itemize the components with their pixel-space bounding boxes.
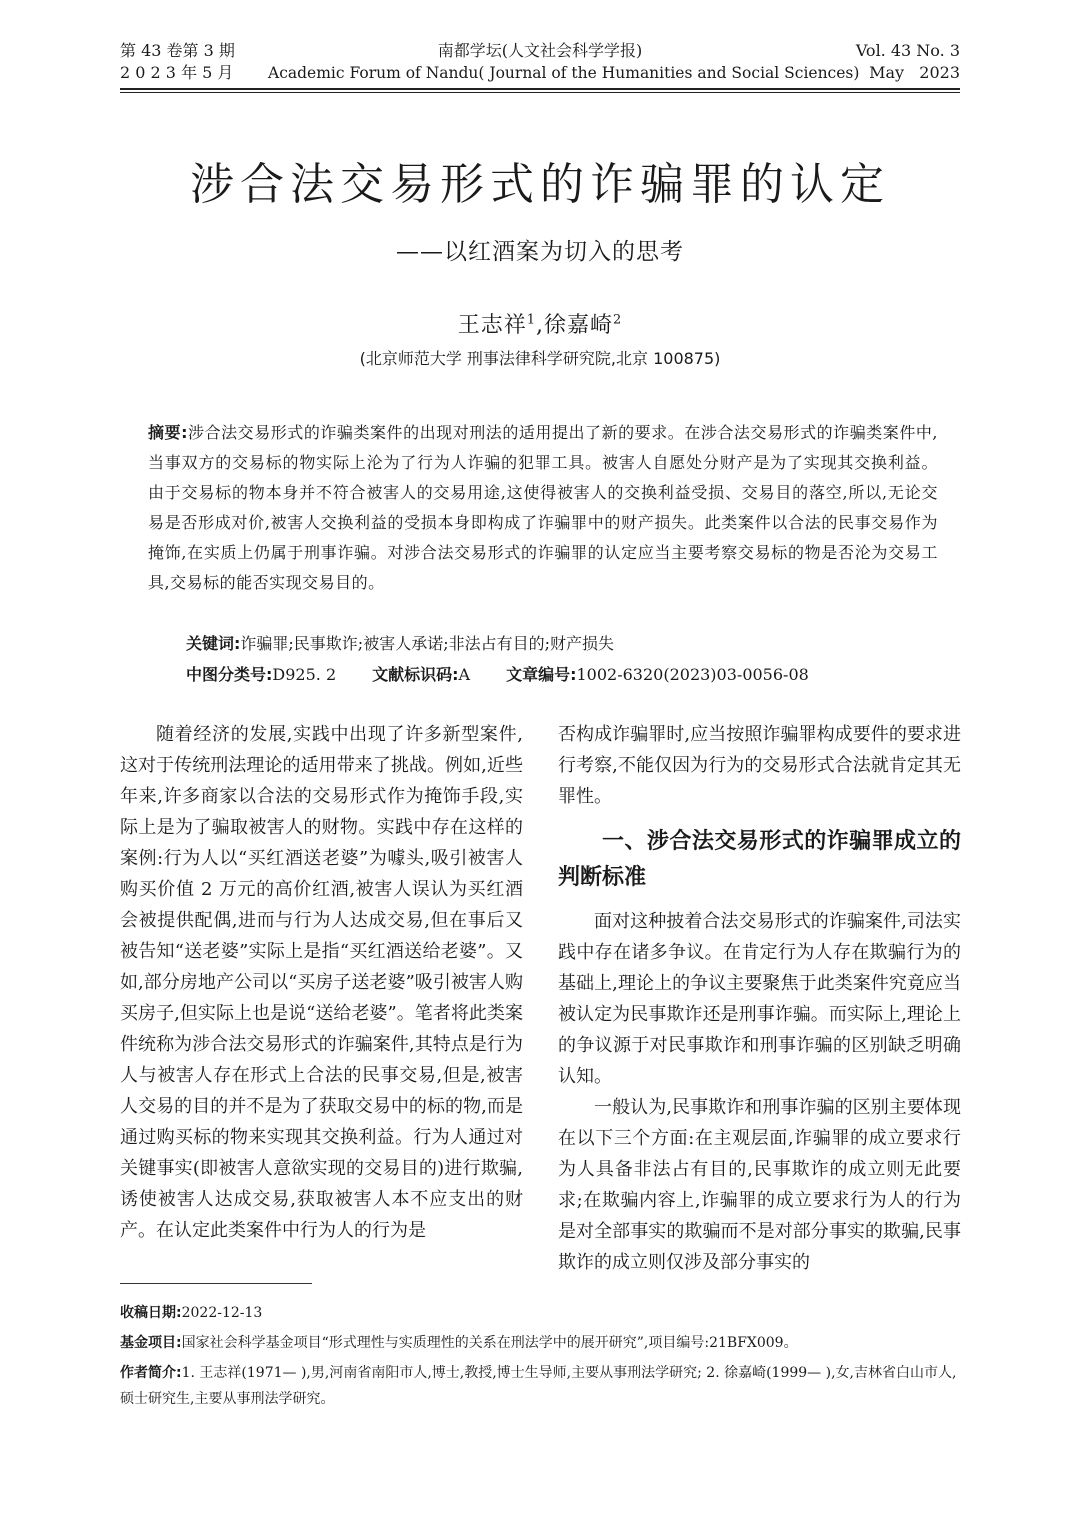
footnote-rule: [120, 1283, 312, 1284]
author-bio-value: 1. 王志祥(1971— ),男,河南省南阳市人,博士,教授,博士生导师,主要从事刑法学研究; 2. 徐嘉崎(1999— ),女,吉林省白山市人,硕士研究生,主要从事刑法学研究。: [120, 1365, 957, 1407]
footnote-fund: [120, 1330, 965, 1356]
journal-date-en: May 2023: [869, 63, 960, 82]
body-left-column: [120, 719, 523, 1246]
body-paragraph: 随着经济的发展,实践中出现了许多新型案件,这对于传统刑法理论的适用带来了挑战。例如,近些年来,许多商家以合法的交易形式作为掩饰手段,实际上是为了骗取被害人的财物。实践中存在这样的案例:行为人以“买红酒送老婆”为噱头,吸引被害人购买价值 2 万元的高价红酒,被害人误认为买红酒会被提供配偶,进而与行为人达成交易,但在事后又被告知“送老婆”实际上是指“买红酒送给老婆”。又如,部分房地产公司以“买房子送老婆”吸引被害人购买房子,但实际上也是说“送给老婆”。笔者将此类案件统称为涉合法交易形式的诈骗案件,其特点是行为人与被害人存在形式上合法的民事交易,但是,被害人交易的目的并不是为了获取交易中的标的物,而是通过购买标的物来实现其交换利益。行为人通过对关键事实(即被害人意欲实现的交易目的)进行欺骗,诱使被害人达成交易,获取被害人本不应支出的财产。在认定此类案件中行为人的行为是: [120, 724, 523, 1241]
journal-volume-issue: 第 43 卷第 3 期: [120, 41, 235, 60]
doc-code-value: A: [458, 665, 471, 684]
abstract: [148, 418, 938, 598]
keywords-label: 关键词:: [186, 634, 241, 653]
author-1: 王志祥: [457, 313, 527, 338]
footnote-author-bio: [120, 1360, 965, 1412]
classification-line: [186, 663, 809, 687]
article-title: 涉合法交易形式的诈骗罪的认定: [190, 159, 890, 210]
section-heading: 一、涉合法交易形式的诈骗罪成立的判断标准: [558, 829, 961, 890]
body-paragraph-continuation: 否构成诈骗罪时,应当按照诈骗罪构成要件的要求进行考察,不能仅因为行为的交易形式合法就肯定其无罪性。: [558, 724, 961, 807]
body-paragraph: 面对这种披着合法交易形式的诈骗案件,司法实践中存在诸多争议。在肯定行为人存在欺骗行为的基础上,理论上的争议主要聚焦于此类案件究竟应当被认定为民事欺诈还是刑事诈骗。而实际上,理论上的争议源于对民事欺诈和刑事诈骗的区别缺乏明确认知。: [558, 911, 961, 1087]
author-2: 徐嘉崎: [544, 313, 614, 338]
received-label: 收稿日期:: [120, 1305, 182, 1321]
body-paragraph: 一般认为,民事欺诈和刑事诈骗的区别主要体现在以下三个方面:在主观层面,诈骗罪的成立要求行为人具备非法占有目的,民事欺诈的成立则无此要求;在欺骗内容上,诈骗罪的成立要求行为人的行为是对全部事实的欺骗而不是对部分事实的欺骗,民事欺诈的成立则仅涉及部分事实的: [558, 1097, 961, 1273]
author-line: [0, 308, 1080, 339]
clc-label: 中图分类号:: [186, 665, 273, 684]
author-bio-label: 作者简介:: [120, 1365, 182, 1381]
fund-value: 国家社会科学基金项目“形式理性与实质理性的关系在刑法学中的展开研究”,项目编号:21BFX009。: [181, 1335, 798, 1351]
footnote-received: [120, 1300, 965, 1326]
author-2-affil-mark: 2: [613, 312, 623, 328]
doc-code-label: 文献标识码:: [372, 665, 459, 684]
body-right-column: [558, 719, 961, 1278]
article-subtitle: ——以红酒案为切入的思考: [396, 239, 684, 265]
header-rule: [120, 88, 960, 90]
keywords: [186, 632, 614, 656]
journal-name-cn: 南都学坛(人文社会科学学报): [437, 41, 643, 60]
article-number-value: 1002-6320(2023)03-0056-08: [576, 665, 809, 684]
affiliation: (北京师范大学 刑事法律科学研究院,北京 100875): [359, 349, 721, 368]
author-1-affil-mark: 1: [526, 312, 536, 328]
journal-date: 2 0 2 3 年 5 月: [120, 63, 234, 82]
journal-name-en: Academic Forum of Nandu( Journal of the Humanities and Social Sciences): [268, 64, 860, 82]
journal-volume-en: Vol. 43 No. 3: [855, 41, 960, 60]
abstract-text: 涉合法交易形式的诈骗类案件的出现对刑法的适用提出了新的要求。在涉合法交易形式的诈骗类案件中,当事双方的交易标的物实际上沦为了行为人诈骗的犯罪工具。被害人自愿处分财产是为了实现其交换利益。由于交易标的物本身并不符合被害人的交易用途,这使得被害人的交换利益受损、交易目的落空,所以,无论交易是否形成对价,被害人交换利益的受损本身即构成了诈骗罪中的财产损失。此类案件以合法的民事交易作为掩饰,在实质上仍属于刑事诈骗。对涉合法交易形式的诈骗罪的认定应当主要考察交易标的物是否沦为交易工具,交易标的能否实现交易目的。: [148, 423, 938, 592]
article-number-label: 文章编号:: [506, 665, 577, 684]
abstract-label: 摘要:: [148, 423, 188, 442]
keywords-text: 诈骗罪;民事欺诈;被害人承诺;非法占有目的;财产损失: [240, 634, 614, 653]
clc-value: D925. 2: [272, 665, 337, 684]
author-separator: ,: [536, 313, 544, 338]
fund-label: 基金项目:: [120, 1335, 182, 1351]
header-rule-thin: [120, 92, 960, 93]
received-value: 2022-12-13: [181, 1305, 263, 1321]
